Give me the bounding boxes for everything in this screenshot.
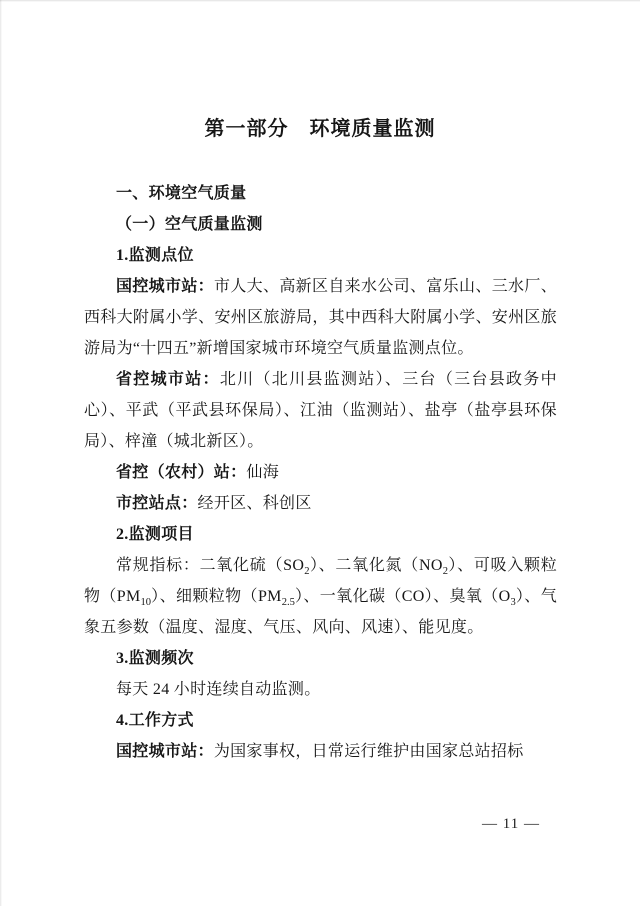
subsection-heading: （一）空气质量监测 xyxy=(116,216,263,233)
item-heading-3: 3.监测频次 xyxy=(116,650,194,667)
subscript-text: 2 xyxy=(304,566,310,578)
paragraph-provincial-rural-station xyxy=(84,457,557,488)
item-heading-2: 2.监测项目 xyxy=(116,526,194,543)
document-title: 第一部分 环境质量监测 xyxy=(204,118,436,140)
paragraph-work-mode xyxy=(84,736,557,767)
subscript-text: 10 xyxy=(140,597,152,609)
paragraph-national-city-stations xyxy=(84,271,557,364)
paragraph-municipal-stations xyxy=(84,488,557,519)
subscript-text: 3 xyxy=(510,597,516,609)
text-run: 北川（北川县监测站）、三台（三台县政务中心）、平武（平武县环保局）、江油（监测站）、盐亭（盐亭县环保局）、梓潼（城北新区）。 xyxy=(84,371,557,450)
text-run: 为国家事权，日常运行维护由国家总站招标 xyxy=(213,743,524,760)
text-run: 市人大、高新区自来水公司、富乐山、三水厂、西科大附属小学、安州区旅游局，其中西科大附属小学、安州区旅游局为“十四五”新增国家城市环境空气质量监测点位。 xyxy=(84,278,557,357)
text-run: 常规指标：二氧化硫（SO xyxy=(116,557,305,574)
text-run: ）、可吸入颗粒物（PM xyxy=(84,557,557,605)
text-run: ）、细颗粒物（PM xyxy=(151,588,282,605)
text-run: ）、气象五参数（温度、湿度、气压、风向、风速）、能见度。 xyxy=(84,588,558,636)
paragraph-regular-indicators xyxy=(84,550,557,643)
document-body xyxy=(84,178,557,767)
page-number: — 11 — xyxy=(482,816,540,832)
paragraph-monitoring-frequency xyxy=(84,674,557,705)
text-run: 国控城市站： xyxy=(116,278,215,295)
text-run: 国控城市站： xyxy=(116,743,214,760)
subscript-text: 2.5 xyxy=(281,597,295,609)
page-edge-top xyxy=(0,0,640,2)
item-heading-4: 4.工作方式 xyxy=(116,712,194,729)
paragraph-provincial-city-stations xyxy=(84,364,557,457)
text-run: 市控站点： xyxy=(116,495,198,512)
text-run: 省控城市站： xyxy=(116,371,220,388)
item-heading-1: 1.监测点位 xyxy=(116,247,194,264)
section-heading: 一、环境空气质量 xyxy=(116,185,247,202)
text-run: 每天 24 小时连续自动监测。 xyxy=(116,681,321,698)
text-run: ）、二氧化氮（NO xyxy=(309,557,443,574)
text-run: 仙海 xyxy=(246,464,280,481)
subscript-text: 2 xyxy=(442,566,448,578)
text-run: 省控（农村）站： xyxy=(116,464,247,481)
text-run: 经开区、科创区 xyxy=(197,495,312,512)
text-run: ）、一氧化碳（CO）、臭氧（O xyxy=(294,588,511,605)
